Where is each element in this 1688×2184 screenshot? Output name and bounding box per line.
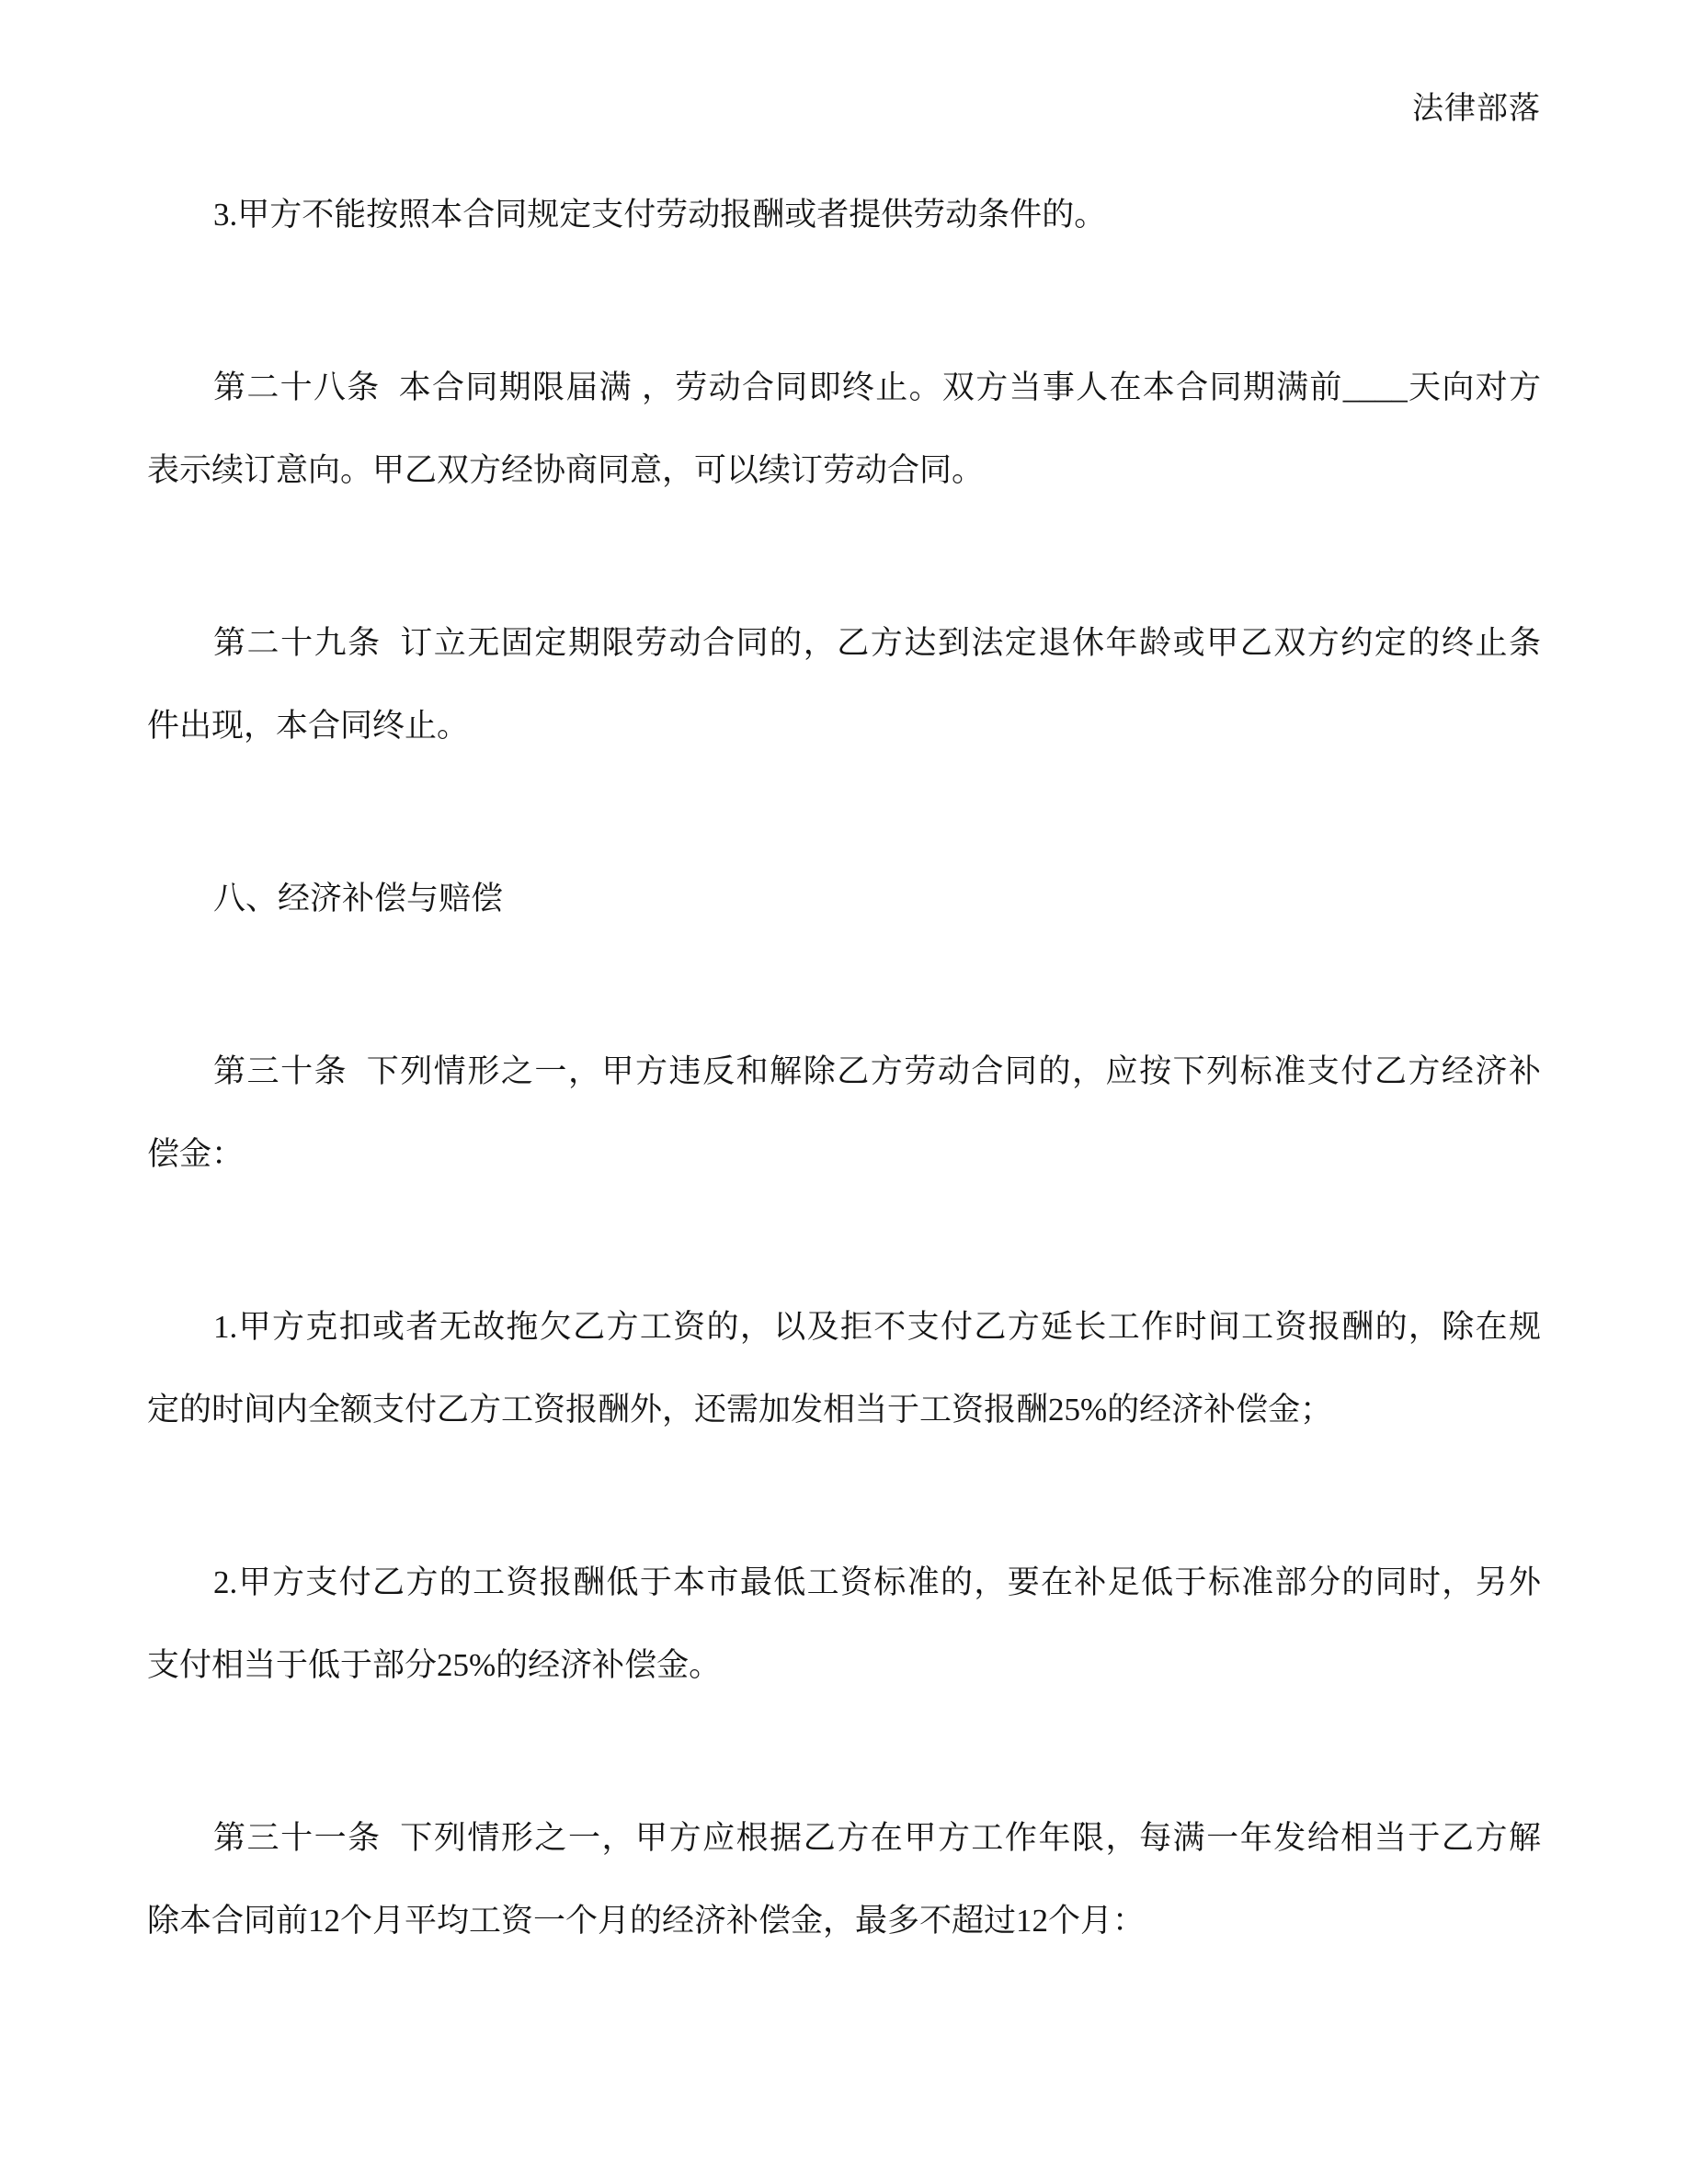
text-line: 2.甲方支付乙方的工资报酬低于本市最低工资标准的，要在补足低于标准部分的同时，另外 [213,1564,1541,1600]
site-watermark-label: 法律部落 [1412,92,1541,126]
text-line: 定的时间内全额支付乙方工资报酬外，还需加发相当于工资报酬25%的经济补偿金； [147,1392,1333,1428]
contract-text-body [147,174,1541,1962]
text-line: 偿金： [147,1136,245,1172]
text-line: 3.甲方不能按照本合同规定支付劳动报酬或者提供劳动条件的。 [213,197,1107,233]
paragraph-item-3 [147,174,1541,256]
text-line: 第二十九条 订立无固定期限劳动合同的，乙方达到法定退休年龄或甲乙双方约定的终止条 [213,625,1541,661]
text-line: 表示续订意向。甲乙双方经协商同意，可以续订劳动合同。 [147,452,985,488]
text-line: 1.甲方克扣或者无故拖欠乙方工资的，以及拒不支付乙方延长工作时间工资报酬的，除在规 [213,1309,1541,1345]
text-line: 第三十条 下列情形之一，甲方违反和解除乙方劳动合同的，应按下列标准支付乙方经济补 [213,1053,1541,1089]
text-line: 第二十八条 本合同期限届满 ，劳动合同即终止。双方当事人在本合同期满前____天向对方 [213,370,1541,405]
section-heading: 八、经济补偿与赔偿 [213,881,504,916]
text-line: 件出现，本合同终止。 [147,708,470,744]
text-line: 支付相当于低于部分25%的经济补偿金。 [147,1647,722,1683]
paragraph-article-28 [147,347,1541,512]
text-line: 第三十一条 下列情形之一，甲方应根据乙方在甲方工作年限，每满一年发给相当于乙方解 [213,1820,1541,1856]
paragraph-article-30 [147,1030,1541,1196]
text-line: 除本合同前12个月平均工资一个月的经济补偿金，最多不超过12个月： [147,1903,1146,1939]
paragraph-article-29 [147,602,1541,768]
paragraph-article-30-item-2 [147,1541,1541,1707]
paragraph-article-31 [147,1797,1541,1962]
paragraph-article-30-item-1 [147,1286,1541,1451]
paragraph-section-8-heading [147,858,1541,940]
